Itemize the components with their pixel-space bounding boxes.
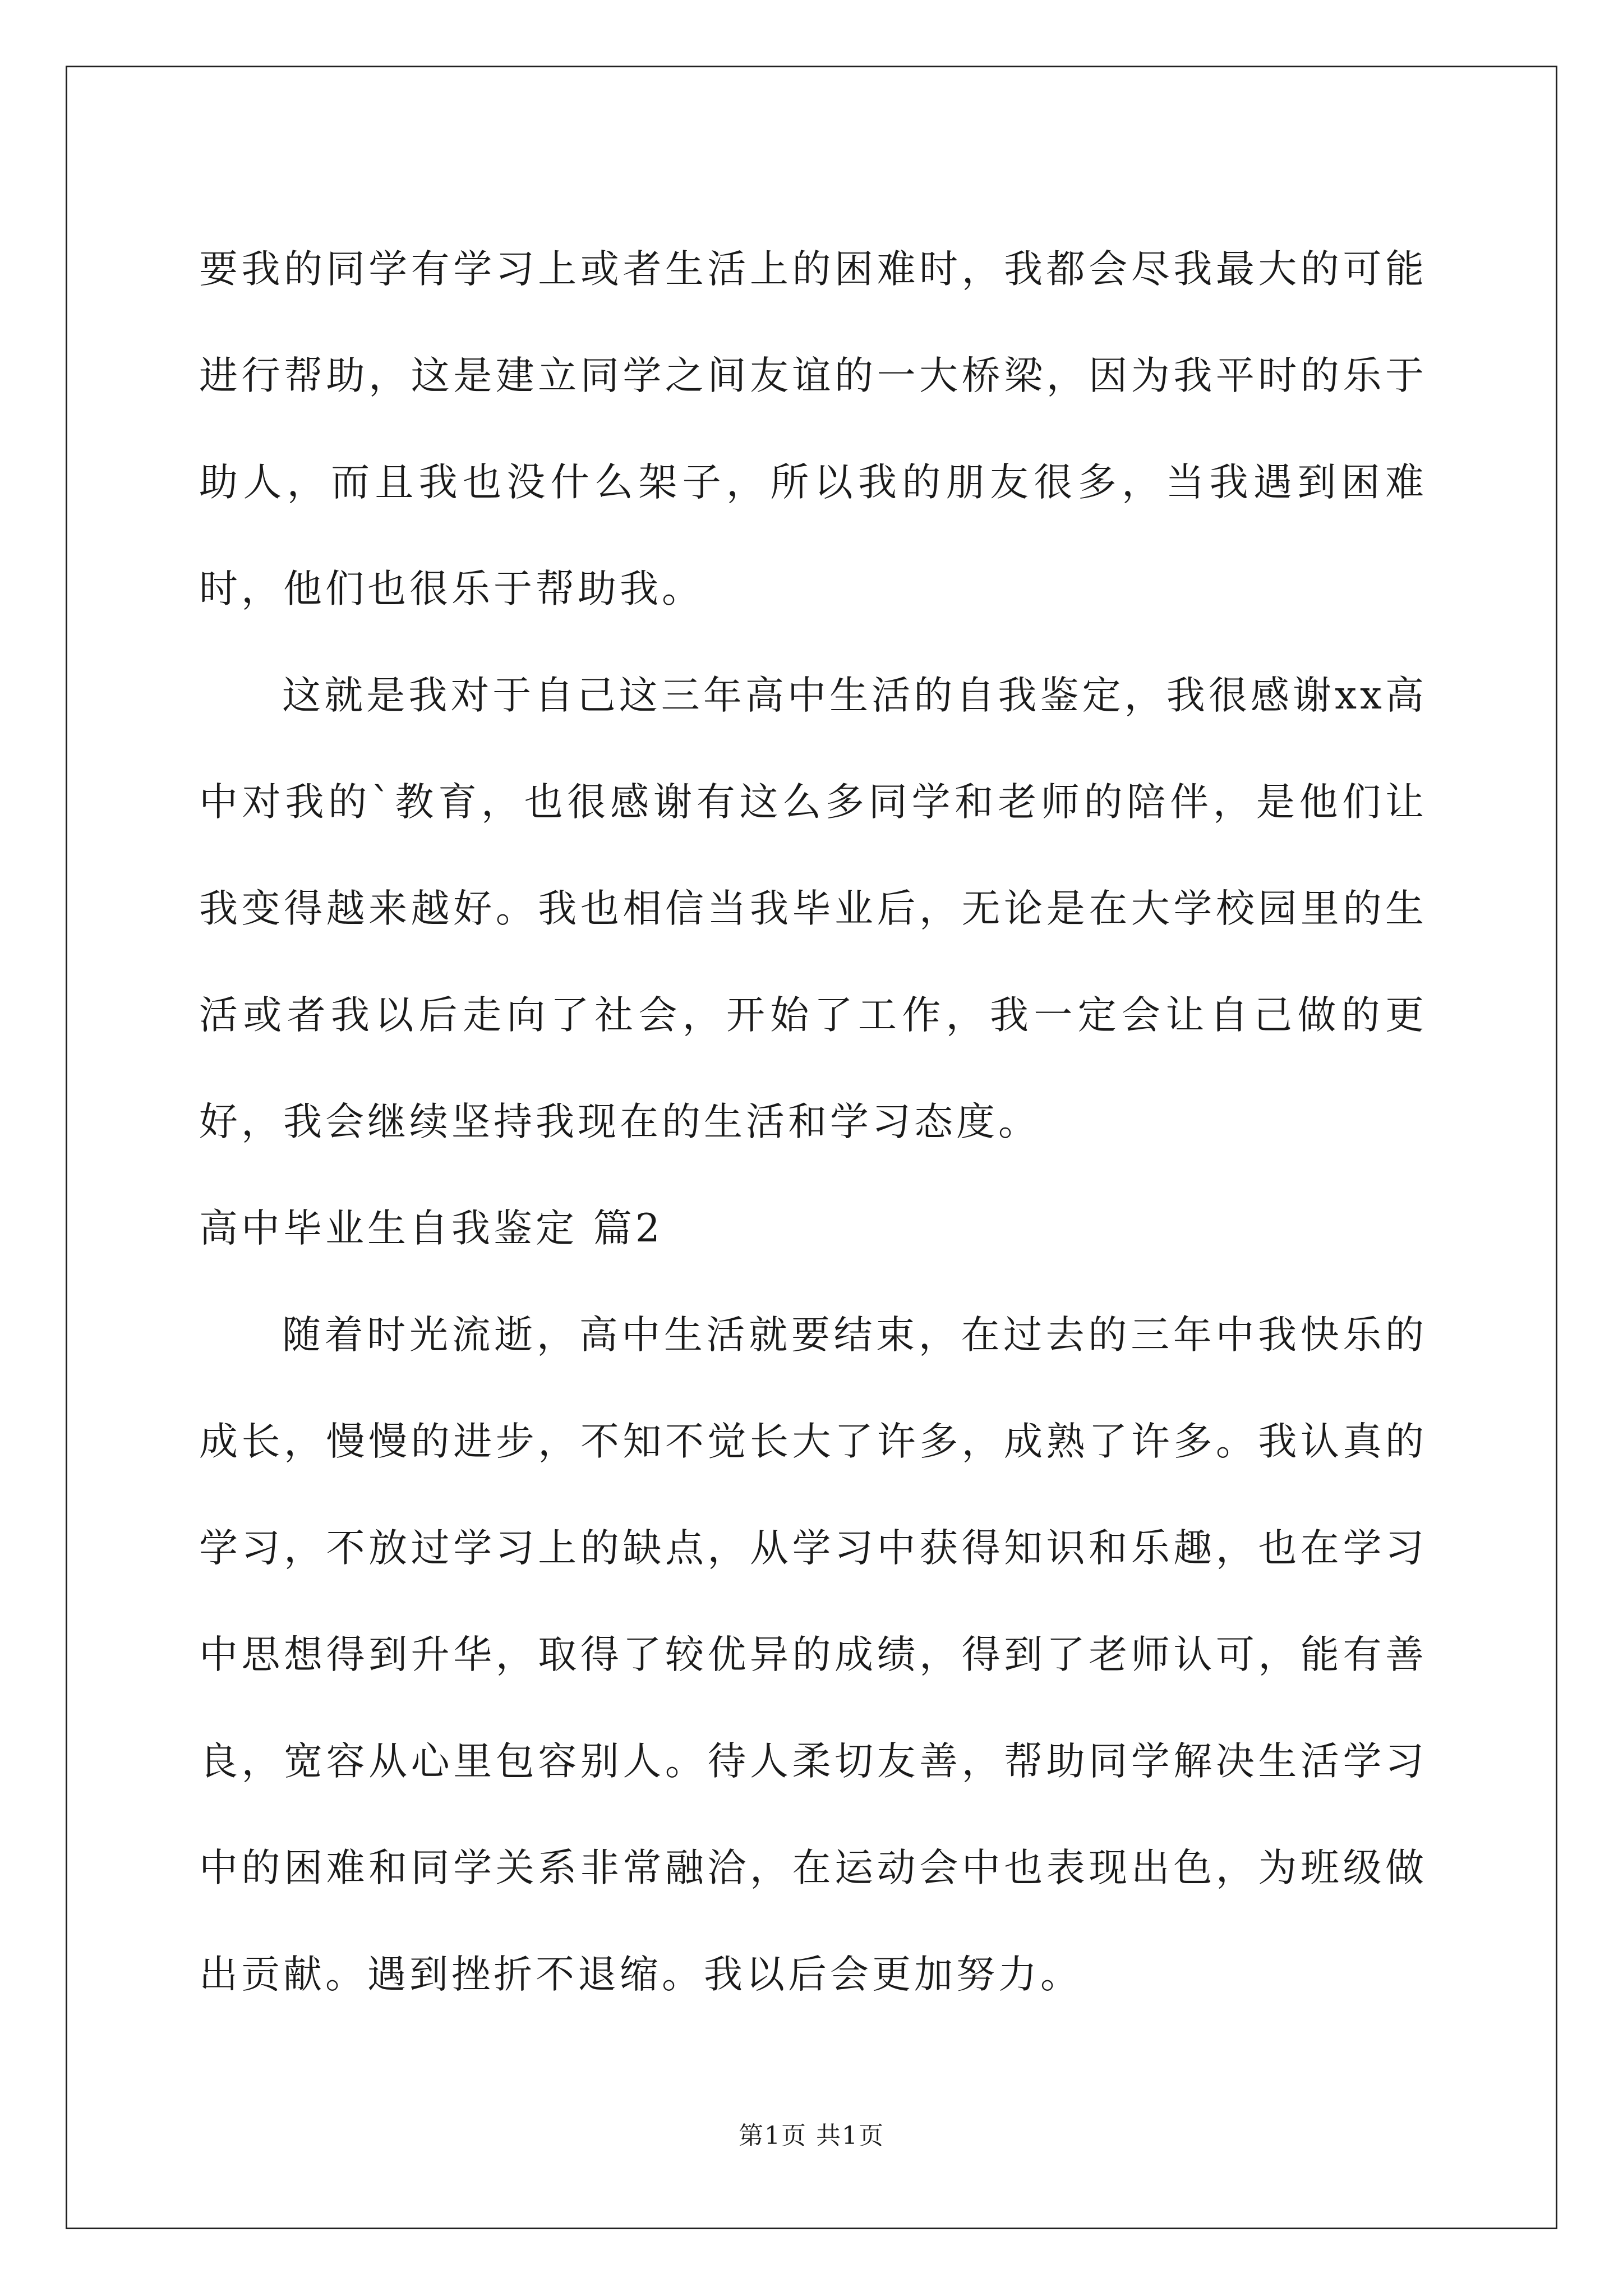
section-title: 高中毕业生自我鉴定 篇2 [199, 1206, 663, 1251]
page-footer: 第1页 共1页 [739, 2122, 884, 2150]
paragraph-continued: 要我的同学有学习上或者生活上的困难时，我都会尽我最大的可能进行帮助，这是建立同学之间友谊的一大桥梁，因为我平时的乐于助人，而且我也没什么架子，所以我的朋友很多，当我遇到困难时，他们也很乐于帮助我。 [199, 247, 1427, 611]
paragraph-section-2: 随着时光流逝，高中生活就要结束，在过去的三年中我快乐的成长，慢慢的进步，不知不觉长大了许多，成熟了许多。我认真的学习，不放过学习上的缺点，从学习中获得知识和乐趣，也在学习中思想得到升华，取得了较优异的成绩，得到了老师认可，能有善良，宽容从心里包容别人。待人柔切友善，帮助同学解决生活学习中的困难和同学关系非常融洽，在运动会中也表现出色，为班级做出贡献。遇到挫折不退缩。我以后会更加努力。 [199, 1313, 1427, 1997]
document-body [199, 216, 1427, 2028]
paragraph-self-assessment-summary: 这就是我对于自己这三年高中生活的自我鉴定，我很感谢xx高中对我的`教育，也很感谢有这么多同学和老师的陪伴，是他们让我变得越来越好。我也相信当我毕业后，无论是在大学校园里的生活或者我以后走向了社会，开始了工作，我一定会让自己做的更好，我会继续坚持我现在的生活和学习态度。 [199, 673, 1427, 1144]
